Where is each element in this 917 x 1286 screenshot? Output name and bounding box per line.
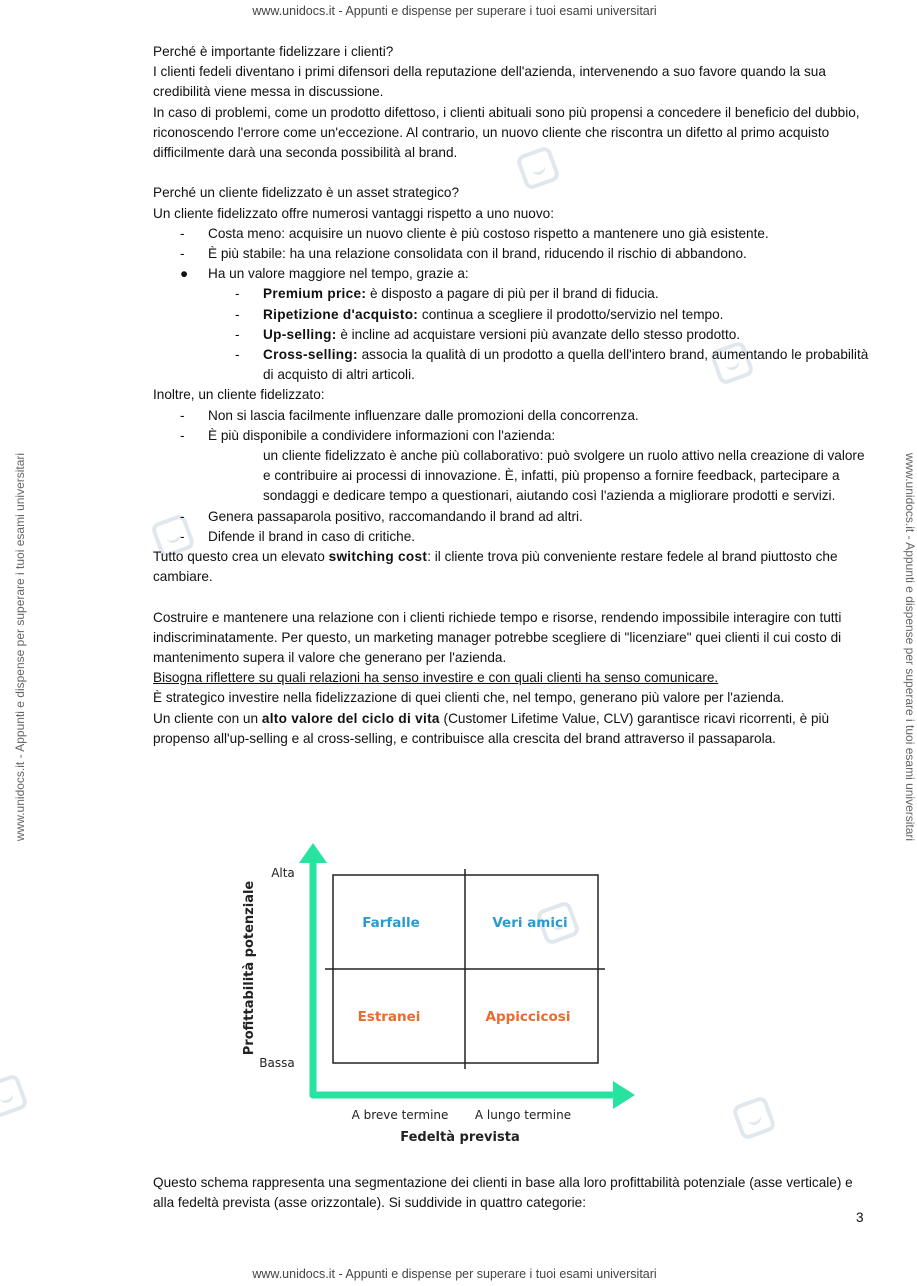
list-item: - Premium price: è disposto a pagare di più per il brand di fiducia. xyxy=(235,286,659,302)
y-tick-high: Alta xyxy=(271,866,295,880)
figure-caption: Questo schema rappresenta una segmentazione dei clienti in base alla loro profittabilità potenziale (asse verticale) e alla fedeltà prevista (asse orizzontale). Si suddivide in quattro categorie: xyxy=(153,1174,853,1210)
indented-paragraph: un cliente fidelizzato è anche più collaborativo: può svolgere un ruolo attivo nella creazione di valore e contribuire ai processi di innovazione. È, infatti, più propenso a fornire feedback, partecipare a sondaggi e dedicare tempo a questionari, aiutando così l'azienda a migliorare prodotti e servizi. xyxy=(263,448,865,504)
list-item: - È più disponibile a condividere informazioni con l'azienda: xyxy=(180,427,556,443)
quadrant-estranei: Estranei xyxy=(357,1009,421,1025)
list-item: - Costa meno: acquisire un nuovo cliente è più costoso rispetto a mantenere uno già esistente. xyxy=(180,225,769,241)
quadrant-farfalle: Farfalle xyxy=(362,915,420,931)
paragraph: Tutto questo crea un elevato switching cost: il cliente trova più conveniente restare fedele al brand piuttosto che cambiare. xyxy=(153,549,838,585)
list-item: - È più stabile: ha una relazione consolidata con il brand, riducendo il rischio di abbandono. xyxy=(180,246,747,262)
loyal-client-list xyxy=(153,406,871,446)
paragraph: È strategico investire nella fidelizzazione di quei clienti che, nel tempo, generano più valore per l'azienda. xyxy=(153,690,785,706)
segmentation-matrix-figure xyxy=(215,835,645,1155)
matrix-svg xyxy=(215,835,645,1155)
y-tick-low: Bassa xyxy=(259,1056,295,1070)
x-tick-long: A lungo termine xyxy=(474,1108,572,1122)
list-item: - Up-selling: è incline ad acquistare versioni più avanzate dello stesso prodotto. xyxy=(235,326,741,342)
list-item: - Cross-selling: associa la qualità di un prodotto a quella dell'intero brand, aumentando le probabilità di acquisto di altri articoli. xyxy=(235,347,869,383)
quadrant-appiccicosi: Appiccicosi xyxy=(485,1009,571,1025)
paragraph: Un cliente fidelizzato offre numerosi vantaggi rispetto a uno nuovo: xyxy=(153,205,555,221)
watermark-logo-icon xyxy=(731,1095,777,1141)
advantages-list xyxy=(153,224,871,285)
y-axis-label: Profittabilità potenziale xyxy=(242,880,257,1056)
y-axis-arrowhead-icon xyxy=(299,843,327,863)
document-body xyxy=(153,42,871,749)
x-axis-arrowhead-icon xyxy=(613,1081,635,1109)
underlined-statement: Bisogna riflettere su quali relazioni ha senso investire e con quali clienti ha senso comunicare. xyxy=(153,670,719,686)
list-item: - Ripetizione d'acquisto: continua a scegliere il prodotto/servizio nel tempo. xyxy=(235,306,724,322)
header-banner: www.unidocs.it - Appunti e dispense per superare i tuoi esami universitari xyxy=(252,4,657,18)
list-item: - Difende il brand in caso di critiche. xyxy=(180,528,416,544)
paragraph: In caso di problemi, come un prodotto difettoso, i clienti abituali sono più propensi a concedere il beneficio del dubbio, riconoscendo l'errore come un'eccezione. Al contrario, un nuovo cliente che riscontra un difetto al primo acquisto difficilmente darà una seconda possibilità al brand. xyxy=(153,104,860,161)
x-tick-short: A breve termine xyxy=(351,1108,449,1122)
list-item: - Genera passaparola positivo, raccomandando il brand ad altri. xyxy=(180,508,583,524)
footer-banner: www.unidocs.it - Appunti e dispense per superare i tuoi esami universitari xyxy=(252,1267,657,1281)
paragraph: Un cliente con un alto valore del ciclo di vita (Customer Lifetime Value, CLV) garantisce ricavi ricorrenti, è più propenso all'up-selling e al cross-selling, e contribuisce alla crescita del brand attraverso il passaparola. xyxy=(153,710,830,746)
question-heading: Perché un cliente fidelizzato è un asset strategico? xyxy=(153,185,460,201)
matrix-grid xyxy=(325,869,605,1069)
right-side-watermark: www.unidocs.it - Appunti e dispense per superare i tuoi esami universitari xyxy=(903,452,917,842)
list-item: - Non si lascia facilmente influenzare dalle promozioni della concorrenza. xyxy=(180,407,639,423)
paragraph: I clienti fedeli diventano i primi difensori della reputazione dell'azienda, intervenendo a suo favore quando la sua credibilità viene messa in discussione. xyxy=(153,64,826,100)
loyal-client-list-cont xyxy=(153,507,871,547)
list-item: ● Ha un valore maggiore nel tempo, grazie a: xyxy=(180,266,469,282)
question-heading: Perché è importante fidelizzare i clienti? xyxy=(153,44,394,59)
quadrant-veri-amici: Veri amici xyxy=(492,915,568,931)
value-sublist xyxy=(153,284,871,385)
left-side-watermark: www.unidocs.it - Appunti e dispense per superare i tuoi esami universitari xyxy=(13,452,27,842)
paragraph: Inoltre, un cliente fidelizzato: xyxy=(153,387,325,403)
page-number: 3 xyxy=(856,1210,864,1225)
x-axis-label: Fedeltà prevista xyxy=(400,1130,520,1145)
paragraph: Costruire e mantenere una relazione con i clienti richiede tempo e risorse, rendendo impossibile interagire con tutti indiscriminatamente. Per questo, un marketing manager potrebbe scegliere di "licenziare" quei clienti il cui costo di mantenimento supera il valore che generano per l'azienda. xyxy=(153,609,842,666)
